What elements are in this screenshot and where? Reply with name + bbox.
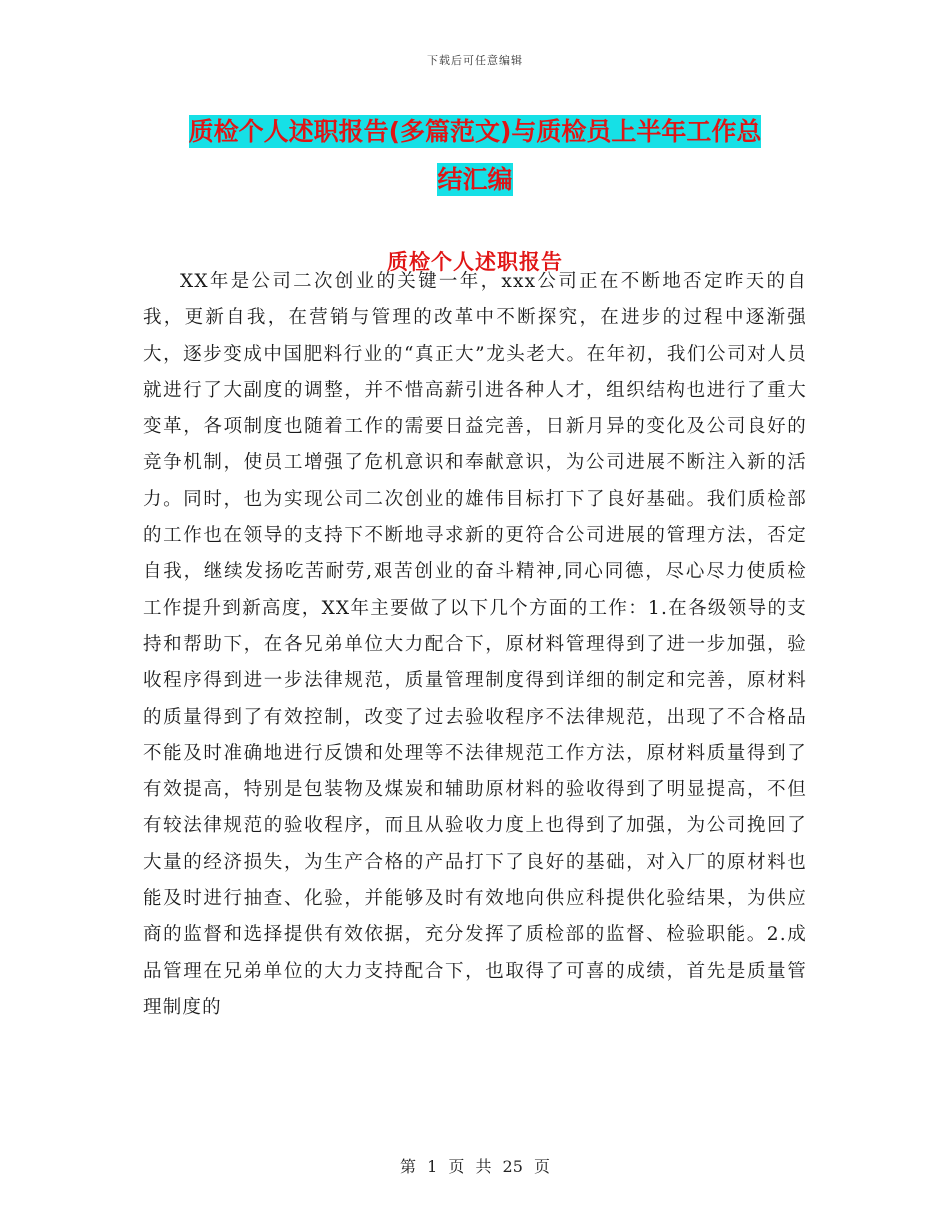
download-note: 下载后可任意编辑: [427, 54, 523, 67]
document-title: [140, 108, 810, 204]
section-heading: 质检个人述职报告: [387, 250, 563, 274]
body-paragraph: XX年是公司二次创业的关键一年，xxx公司正在不断地否定昨天的自我，更新自我，在营销与管理的改革中不断探究，在进步的过程中逐渐强大，逐步变成中国肥料行业的“真正大”龙头老大。在年初，我们公司对人员就进行了大副度的调整，并不惜高薪引进各种人才，组织结构也进行了重大变革，各项制度也随着工作的需要日益完善，日新月异的变化及公司良好的竞争机制，使员工增强了危机意识和奉献意识，为公司进展不断注入新的活力。同时，也为实现公司二次创业的雄伟目标打下了良好基础。我们质检部的工作也在领导的支持下不断地寻求新的更符合公司进展的管理方法，否定自我，继续发扬吃苦耐劳,艰苦创业的奋斗精神,同心同德，尽心尽力使质检工作提升到新高度，XX年主要做了以下几个方面的工作：1.在各级领导的支持和帮助下，在各兄弟单位大力配合下，原材料管理得到了进一步加强，验收程序得到进一步法律规范，质量管理制度得到详细的制定和完善，原材料的质量得到了有效控制，改变了过去验收程序不法律规范，出现了不合格品不能及时准确地进行反馈和处理等不法律规范工作方法，原材料质量得到了有效提高，特别是包装物及煤炭和辅助原材料的验收得到了明显提高，不但有较法律规范的验收程序，而且从验收力度上也得到了加强，为公司挽回了大量的经济损失，为生产合格的产品打下了良好的基础，对入厂的原材料也能及时进行抽查、化验，并能够及时有效地向供应科提供化验结果，为供应商的监督和选择提供有效依据，充分发挥了质检部的监督、检验职能。2.成品管理在兄弟单位的大力支持配合下，也取得了可喜的成绩，首先是质量管理制度的: [143, 271, 807, 1018]
page-number-footer: 第 1 页 共 25 页: [400, 1157, 550, 1176]
title-line-1: 质检个人述职报告(多篇范文)与质检员上半年工作总: [188, 117, 762, 146]
title-line-2: 结汇编: [437, 165, 513, 194]
